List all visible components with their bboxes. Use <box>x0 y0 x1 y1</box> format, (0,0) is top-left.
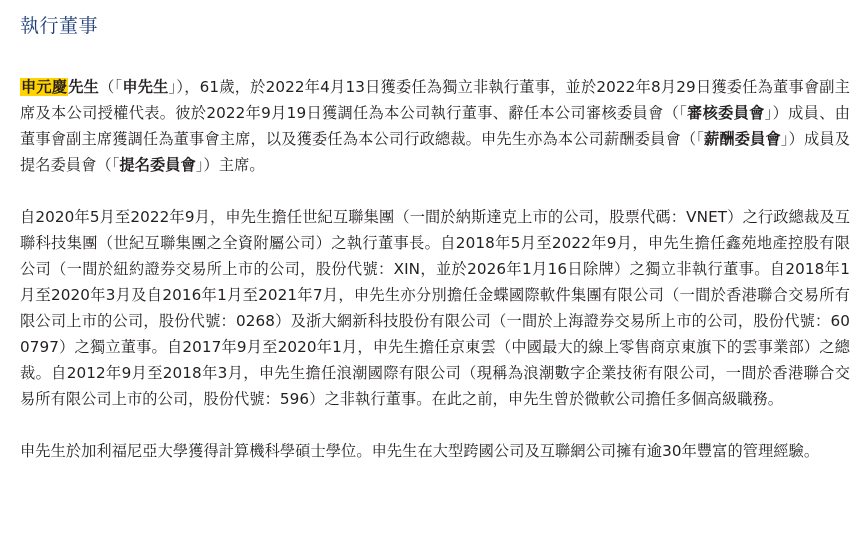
bio-text: 」）主席。 <box>195 156 265 174</box>
bio-paragraph-2: 自2020年5月至2022年9月，申先生擔任世紀互聯集團（一間於納斯達克上市的公司，股票代碼：VNET）之行政總裁及互聯科技集團（世紀互聯集團之全資附屬公司）之執行董事長。自2018年5月至2022年9月，申先生擔任鑫苑地產控股有限公司（一間於紐約證券交易所上市的公司，股份代號：XIN，並於2026年1月16日除牌）之獨立非執行董事。自2018年1月至2020年3月及自2016年1月至2021年7月，申先生亦分別擔任金蝶國際軟件集團有限公司（一間於香港聯合交易所有限公司上市的公司，股份代號：0268）及浙大網新科技股份有限公司（一間於上海證券交易所上市的公司，股份代號：600797）之獨立董事。自2017年9月至2020年1月，申先生擔任京東雲（中國最大的線上零售商京東旗下的雲事業部）之總裁。自2012年9月至2018年3月，申先生擔任浪潮國際有限公司（現稱為浪潮數字企業技術有限公司，一間於香港聯合交易所有限公司上市的公司，股份代號：596）之非執行董事。在此之前，申先生曾於微軟公司擔任多個高級職務。 <box>20 208 850 408</box>
short-name: 申先生 <box>122 78 169 96</box>
bio-paragraph-3: 申先生於加利福尼亞大學獲得計算機科學碩士學位。申先生在大型跨國公司及互聯網公司擁有逾30年豐富的管理經驗。 <box>20 442 820 460</box>
bio-text: 」），61歲，於2022年4月13日獲委任為獨立非執行董事，並於2022年8月29日獲委任為董事會副主席及本公司授權代表。彼於2022年9月19日獲調任為本公司執行董事、辭任本公司審核委員會（「 <box>20 78 850 122</box>
remuneration-committee-term: 薪酬委員會 <box>703 130 781 148</box>
bio-text: 」）成員及提名委員會（「 <box>20 130 850 174</box>
section-title: 執行董事 <box>20 15 99 37</box>
bio-paragraph-1 <box>20 74 850 178</box>
highlighted-name: 申元慶 <box>21 78 68 96</box>
nomination-committee-term: 提名委員會 <box>119 156 196 174</box>
name-suffix: 先生 <box>68 78 100 96</box>
bio-text: （「 <box>99 78 123 96</box>
audit-committee-term: 審核委員會 <box>687 104 765 122</box>
bio-text: 」）成員、由董事會副主席獲調任為董事會主席，以及獲委任為本公司行政總裁。申先生亦為本公司薪酬委員會（「 <box>20 104 851 148</box>
